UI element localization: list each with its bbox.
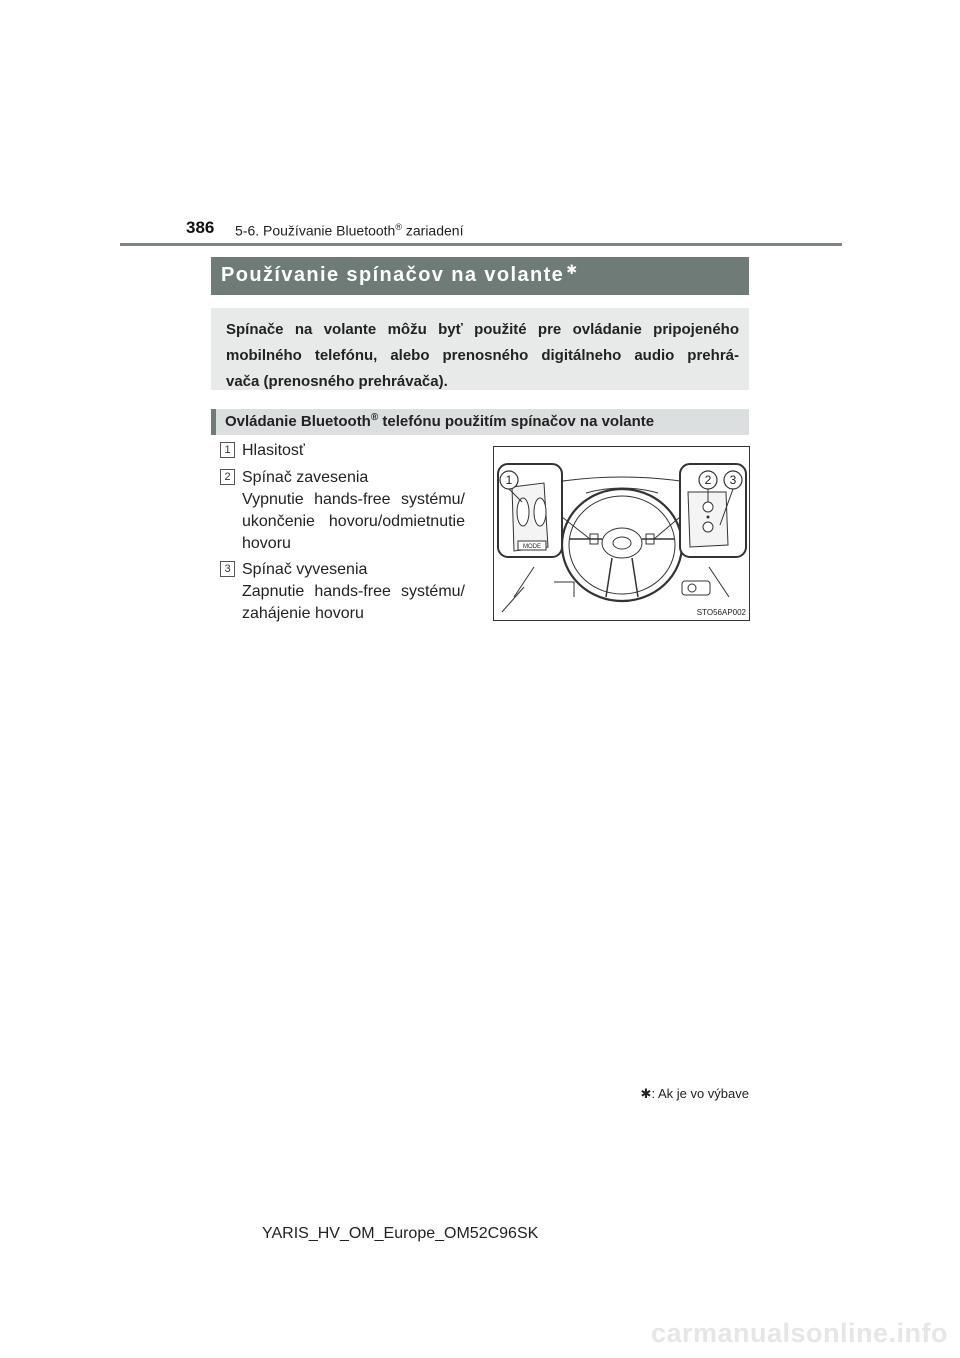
header-divider — [120, 243, 842, 246]
watermark: carmanualsonline.info — [650, 1318, 948, 1348]
item-description: Zapnutie hands-free systému/ — [242, 583, 465, 600]
callout-1: 1 — [505, 473, 513, 487]
section-title-suffix: zariadení — [401, 222, 464, 239]
asterisk-icon: ✱ — [640, 1086, 652, 1101]
item-description: zahájenie hovoru — [242, 605, 364, 622]
subheading — [211, 409, 749, 435]
section-title: 5-6. Používanie Bluetooth — [235, 222, 396, 239]
item-title: Hlasitosť — [242, 442, 305, 459]
item-description: Vypnutie hands-free systému/ — [242, 491, 465, 508]
intro-line: Spínače na volante môžu byť použité pre ovládanie pripojeného — [226, 321, 739, 338]
page-number: 386 — [186, 218, 215, 237]
footnote — [641, 1086, 749, 1102]
item-description: hovoru — [242, 535, 291, 552]
page-title-text: Používanie spínačov na volante — [221, 264, 565, 286]
document-id: YARIS_HV_OM_Europe_OM52C96SK — [262, 1225, 539, 1242]
callout-number: 2 — [220, 469, 235, 485]
intro-line: vača (prenosného prehrávača). — [226, 373, 448, 390]
item-description: ukončenie hovoru/odmietnutie — [242, 513, 465, 530]
registered-mark: ® — [395, 222, 402, 232]
subheading-text-suffix: telefónu použitím spínačov na volante — [378, 413, 655, 430]
item-title: Spínač vyvesenia — [242, 561, 368, 578]
intro-box — [211, 308, 749, 390]
left-switch-panel — [498, 464, 590, 557]
item-title: Spínač zavesenia — [242, 469, 369, 486]
callout-2: 2 — [704, 473, 712, 487]
subheading-text: Ovládanie Bluetooth — [225, 413, 371, 430]
asterisk-icon: ✱ — [566, 262, 579, 277]
figure-code: STO56AP002 — [696, 608, 746, 617]
registered-mark: ® — [370, 412, 379, 423]
section-header — [235, 222, 463, 239]
callout-3: 3 — [729, 473, 737, 487]
footnote-text: : Ak je vo výbave — [651, 1086, 749, 1101]
mode-label: MODE — [523, 544, 541, 550]
subheading-marker — [211, 409, 216, 435]
right-switch-panel — [654, 464, 746, 557]
callout-number: 1 — [220, 442, 235, 458]
page-title — [211, 257, 749, 295]
intro-line: mobilného telefónu, alebo prenosného digitálneho audio prehrá- — [226, 347, 739, 364]
callout-number: 3 — [220, 561, 235, 577]
steering-wheel-illustration — [493, 446, 750, 621]
steering-wheel-drawing — [494, 447, 749, 620]
